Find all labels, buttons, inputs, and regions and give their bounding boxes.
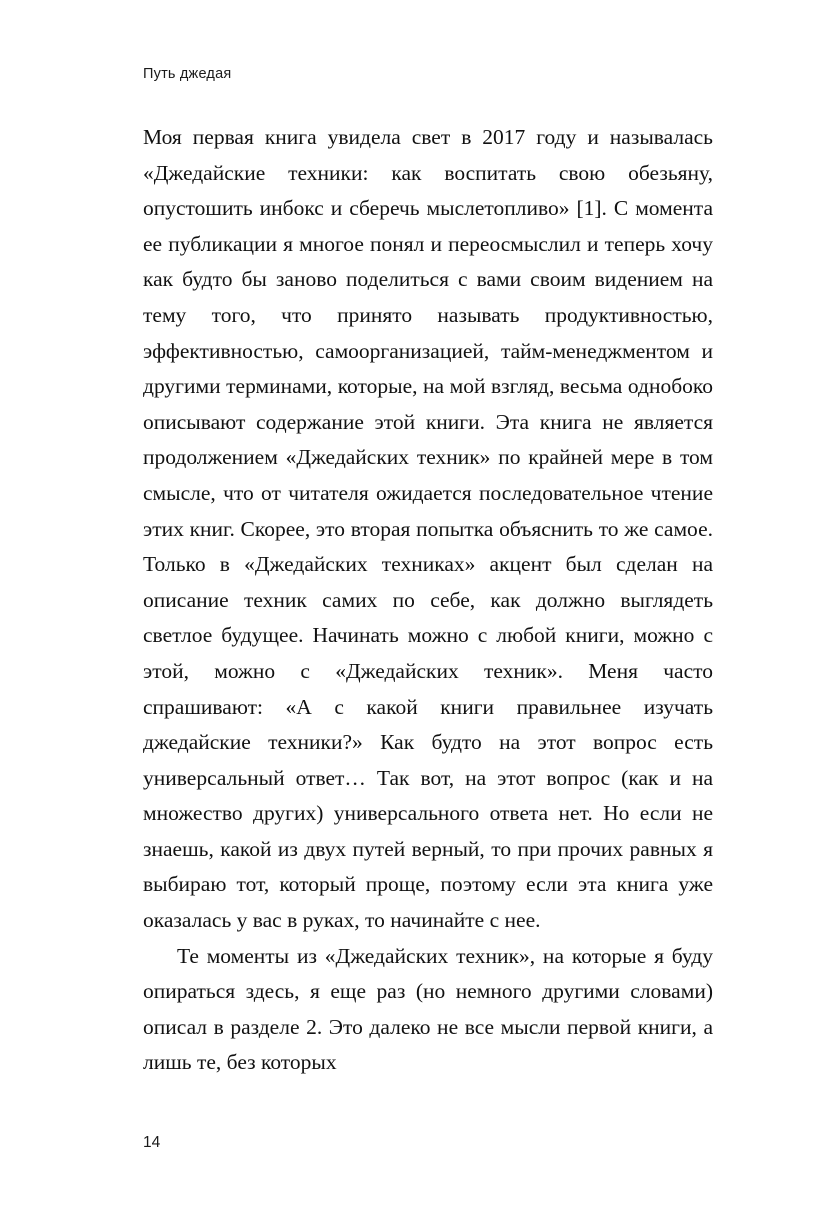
paragraph-2: Те моменты из «Джедайских техник», на которые я буду опираться здесь, я еще раз (но немного другими словами) описал в разделе 2. Это далеко не все мысли первой книги, а лишь те, без которых: [143, 943, 713, 1075]
paragraph-1: Моя первая книга увидела свет в 2017 году и называлась «Джедайские техники: как воспитать свою обезьяну, опустошить инбокс и сберечь мыслетопливо» [1]. С момента ее публикации я многое понял и переосмыслил и теперь хочу как будто бы заново поделиться с вами своим видением на тему того, что принято называть продуктивностью, эффективностью, самоорганизацией, тайм-менеджментом и другими терминами, которые, на мой взгляд, весьма однобоко описывают содержание этой книги. Эта книга не является продолжением «Джедайских техник» по крайней мере в том смысле, что от читателя ожидается последовательное чтение этих книг. Скорее, это вторая попытка объяснить то же самое. Только в «Джедайских техниках» акцент был сделан на описание техник самих по себе, как должно выглядеть светлое будущее. Начинать можно с любой книги, можно с этой, можно с «Джедайских техник». Меня часто спрашивают: «А с какой книги правильнее изучать джедайские техники?» Как будто на этот вопрос есть универсальный ответ… Так вот, на этот вопрос (как и на множество других) универсального ответа нет. Но если не знаешь, какой из двух путей верный, то при прочих равных я выбираю тот, который проще, поэтому если эта книга уже оказалась у вас в руках, то начинайте с нее.: [143, 125, 713, 933]
page-number: 14: [143, 1134, 161, 1151]
page-content: [143, 66, 713, 1081]
running-head: Путь джедая: [143, 66, 232, 82]
